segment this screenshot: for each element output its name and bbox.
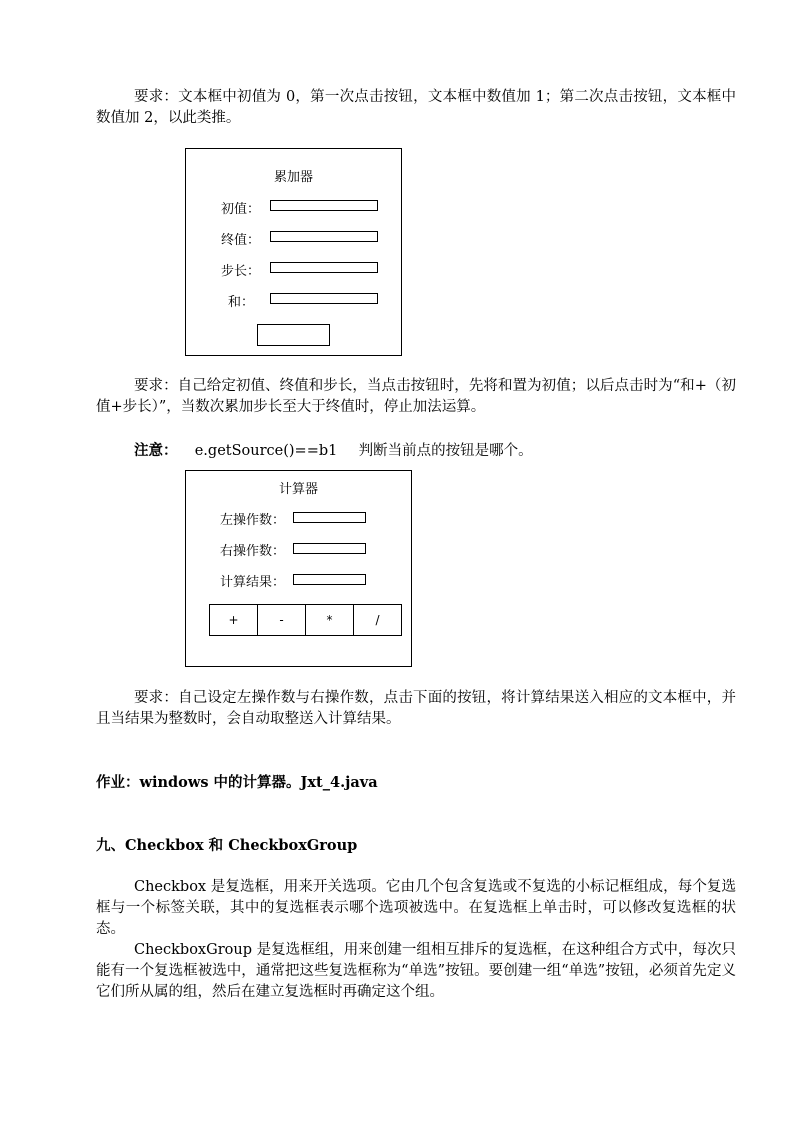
requirement-1-text: 要求：文本框中初值为 0，第一次点击按钮，文本框中数值加 1；第二次点击按钮，文本框中数值加 2，以此类推。 (96, 89, 736, 126)
subtract-button[interactable]: - (258, 605, 306, 635)
initial-value-field[interactable] (270, 200, 378, 211)
note-text: 判断当前点的按钮是哪个。 (358, 443, 533, 459)
right-operand-field[interactable] (293, 543, 366, 554)
left-operand-field[interactable] (293, 512, 366, 523)
note-label: 注意： (134, 442, 178, 459)
final-value-label: 终值： (221, 233, 261, 248)
sum-label: 和： (228, 295, 255, 310)
checkbox-group-paragraph: CheckboxGroup 是复选框组，用来创建一组相互排斥的复选框，在这种组合方式中，每次只能有一个复选框被选中，通常把这些复选框称为“单选”按钮。要创建一组“单选”按钮，必须首先定义它们所从属的组，然后在建立复选框时再确定这个组。 (96, 942, 736, 1000)
accumulator-title: 累加器 (273, 170, 313, 185)
calculator-title: 计算器 (278, 482, 318, 497)
step-field[interactable] (270, 262, 378, 273)
sum-field[interactable] (270, 293, 378, 304)
result-label: 计算结果： (220, 575, 286, 590)
divide-button[interactable]: / (354, 605, 401, 635)
checkbox-paragraph: Checkbox 是复选框，用来开关选项。它由几个包含复选或不复选的小标记框组成，每个复选框与一个标签关联，其中的复选框表示哪个选项被选中。在复选框上单击时，可以修改复选框的状态。 (96, 879, 736, 937)
step-label: 步长： (221, 264, 261, 279)
calculator-frame (185, 470, 412, 667)
left-operand-label: 左操作数： (220, 513, 286, 528)
add-button[interactable]: + (210, 605, 258, 635)
initial-value-label: 初值： (221, 202, 261, 217)
operator-button-row (209, 604, 402, 636)
accumulate-button[interactable] (257, 324, 330, 346)
right-operand-label: 右操作数： (220, 544, 286, 559)
homework-line: 作业：windows 中的计算器。Jxt_4.java (96, 774, 378, 791)
multiply-button[interactable]: * (306, 605, 354, 635)
accumulator-frame (185, 148, 402, 356)
requirement-2-text: 要求：自己给定初值、终值和步长，当点击按钮时，先将和置为初值；以后点击时为“和+（初值+步长）”，当数次累加步长至大于终值时，停止加法运算。 (96, 378, 736, 415)
note-code: e.getSource()==b1 (194, 443, 338, 459)
final-value-field[interactable] (270, 231, 378, 242)
note-line (96, 440, 736, 462)
requirement-3-text: 要求：自己设定左操作数与右操作数，点击下面的按钮，将计算结果送入相应的文本框中，并且当结果为整数时，会自动取整送入计算结果。 (96, 690, 736, 727)
section-heading: 九、Checkbox 和 CheckboxGroup (96, 837, 358, 854)
result-field[interactable] (293, 574, 366, 585)
